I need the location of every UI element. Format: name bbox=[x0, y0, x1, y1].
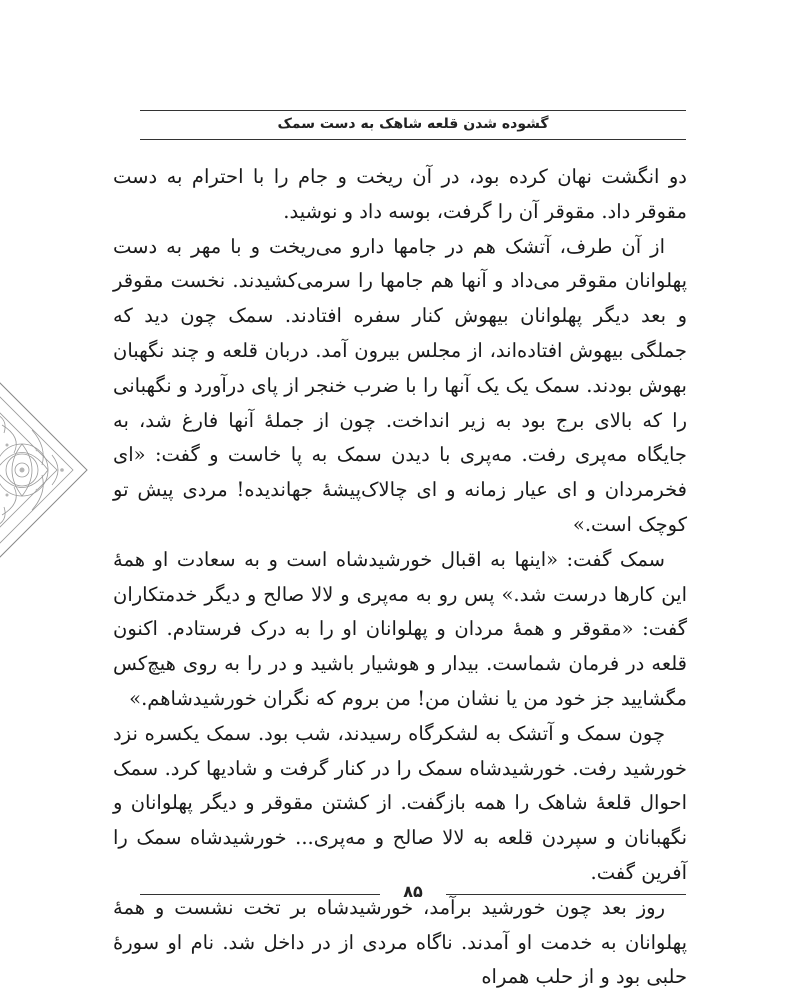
page-number: ۸۵ bbox=[403, 882, 423, 901]
footer-rule-left bbox=[140, 894, 380, 895]
paragraph-3: سمک گفت: «اینها به اقبال خورشیدشاه است و به سعادت او همهٔ این کارها درست شد.» پس رو به مه‌پری و لالا صالح و دیگر خدمتکاران گفت: «مقوقر و همهٔ مردان و پهلوانان او را به درک فرستادم. اکنون قلعه در فرمان شماست. بیدار و هوشیار باشید و در را به روی هیچ‌کس مگشایید جز خود من یا نشان من! من بروم که نگران خورشیدشاهم.» bbox=[113, 547, 687, 710]
page-footer bbox=[140, 884, 686, 904]
paragraph-5: روز بعد چون خورشید برآمد، خورشیدشاه بر تخت نشست و همهٔ پهلوانان به خدمت او آمدند. ناگاه مردی از در داخل شد. نام او سورهٔ حلبی بود و از حلب همراه bbox=[113, 895, 687, 989]
header-rule-top bbox=[140, 110, 686, 111]
footer-rule-right bbox=[446, 894, 686, 895]
page-body bbox=[113, 160, 687, 995]
paragraph-4: چون سمک و آتشک به لشکرگاه رسیدند، شب بود. سمک یکسره نزد خورشید رفت. خورشیدشاه سمک را در کنار گرفت و شادیها کرد. سمک احوال قلعهٔ شاهک را همه بازگفت. از کشتن مقوقر و دیگر پهلوانان و نگهبانان و سپردن قلعه به لالا صالح و مه‌پری... خورشیدشاه سمک را آفرین گفت. bbox=[113, 721, 687, 884]
paragraph-2: از آن طرف، آتشک هم در جامها دارو می‌ریخت و با مهر به دست پهلوانان مقوقر می‌داد و آنها هم جامها را سرمی‌کشیدند. نخست مقوقر و بعد دیگر پهلوانان بیهوش کنار سفره افتادند. سمک چون دید که جملگی بیهوش افتاده‌اند، از مجلس بیرون آمد. دربان قلعه و چند نگهبان بهوش بودند. سمک یک یک آنها را با ضرب خنجر از پای درآورد و نگهبانی را که بالای برج بود به زیر انداخت. چون از جملهٔ آنها فارغ شد، به جایگاه مه‌پری رفت. مه‌پری با دیدن سمک به پا خاست و گفت: «ای فخرمردان و ای عیار زمانه و ای چالاک‌پیشهٔ جهاندیده! مردی پیش تو کوچک است.» bbox=[113, 234, 687, 536]
decorative-ornament bbox=[0, 375, 92, 565]
paragraph-1: دو انگشت نهان کرده بود، در آن ریخت و جام را با احترام به دست مقوقر داد. مقوقر آن را گرفت، بوسه داد و نوشید. bbox=[113, 165, 687, 223]
running-header-title: گشوده شدن قلعه شاهک به دست سمک bbox=[277, 116, 549, 132]
header-rule-bottom bbox=[140, 139, 686, 140]
